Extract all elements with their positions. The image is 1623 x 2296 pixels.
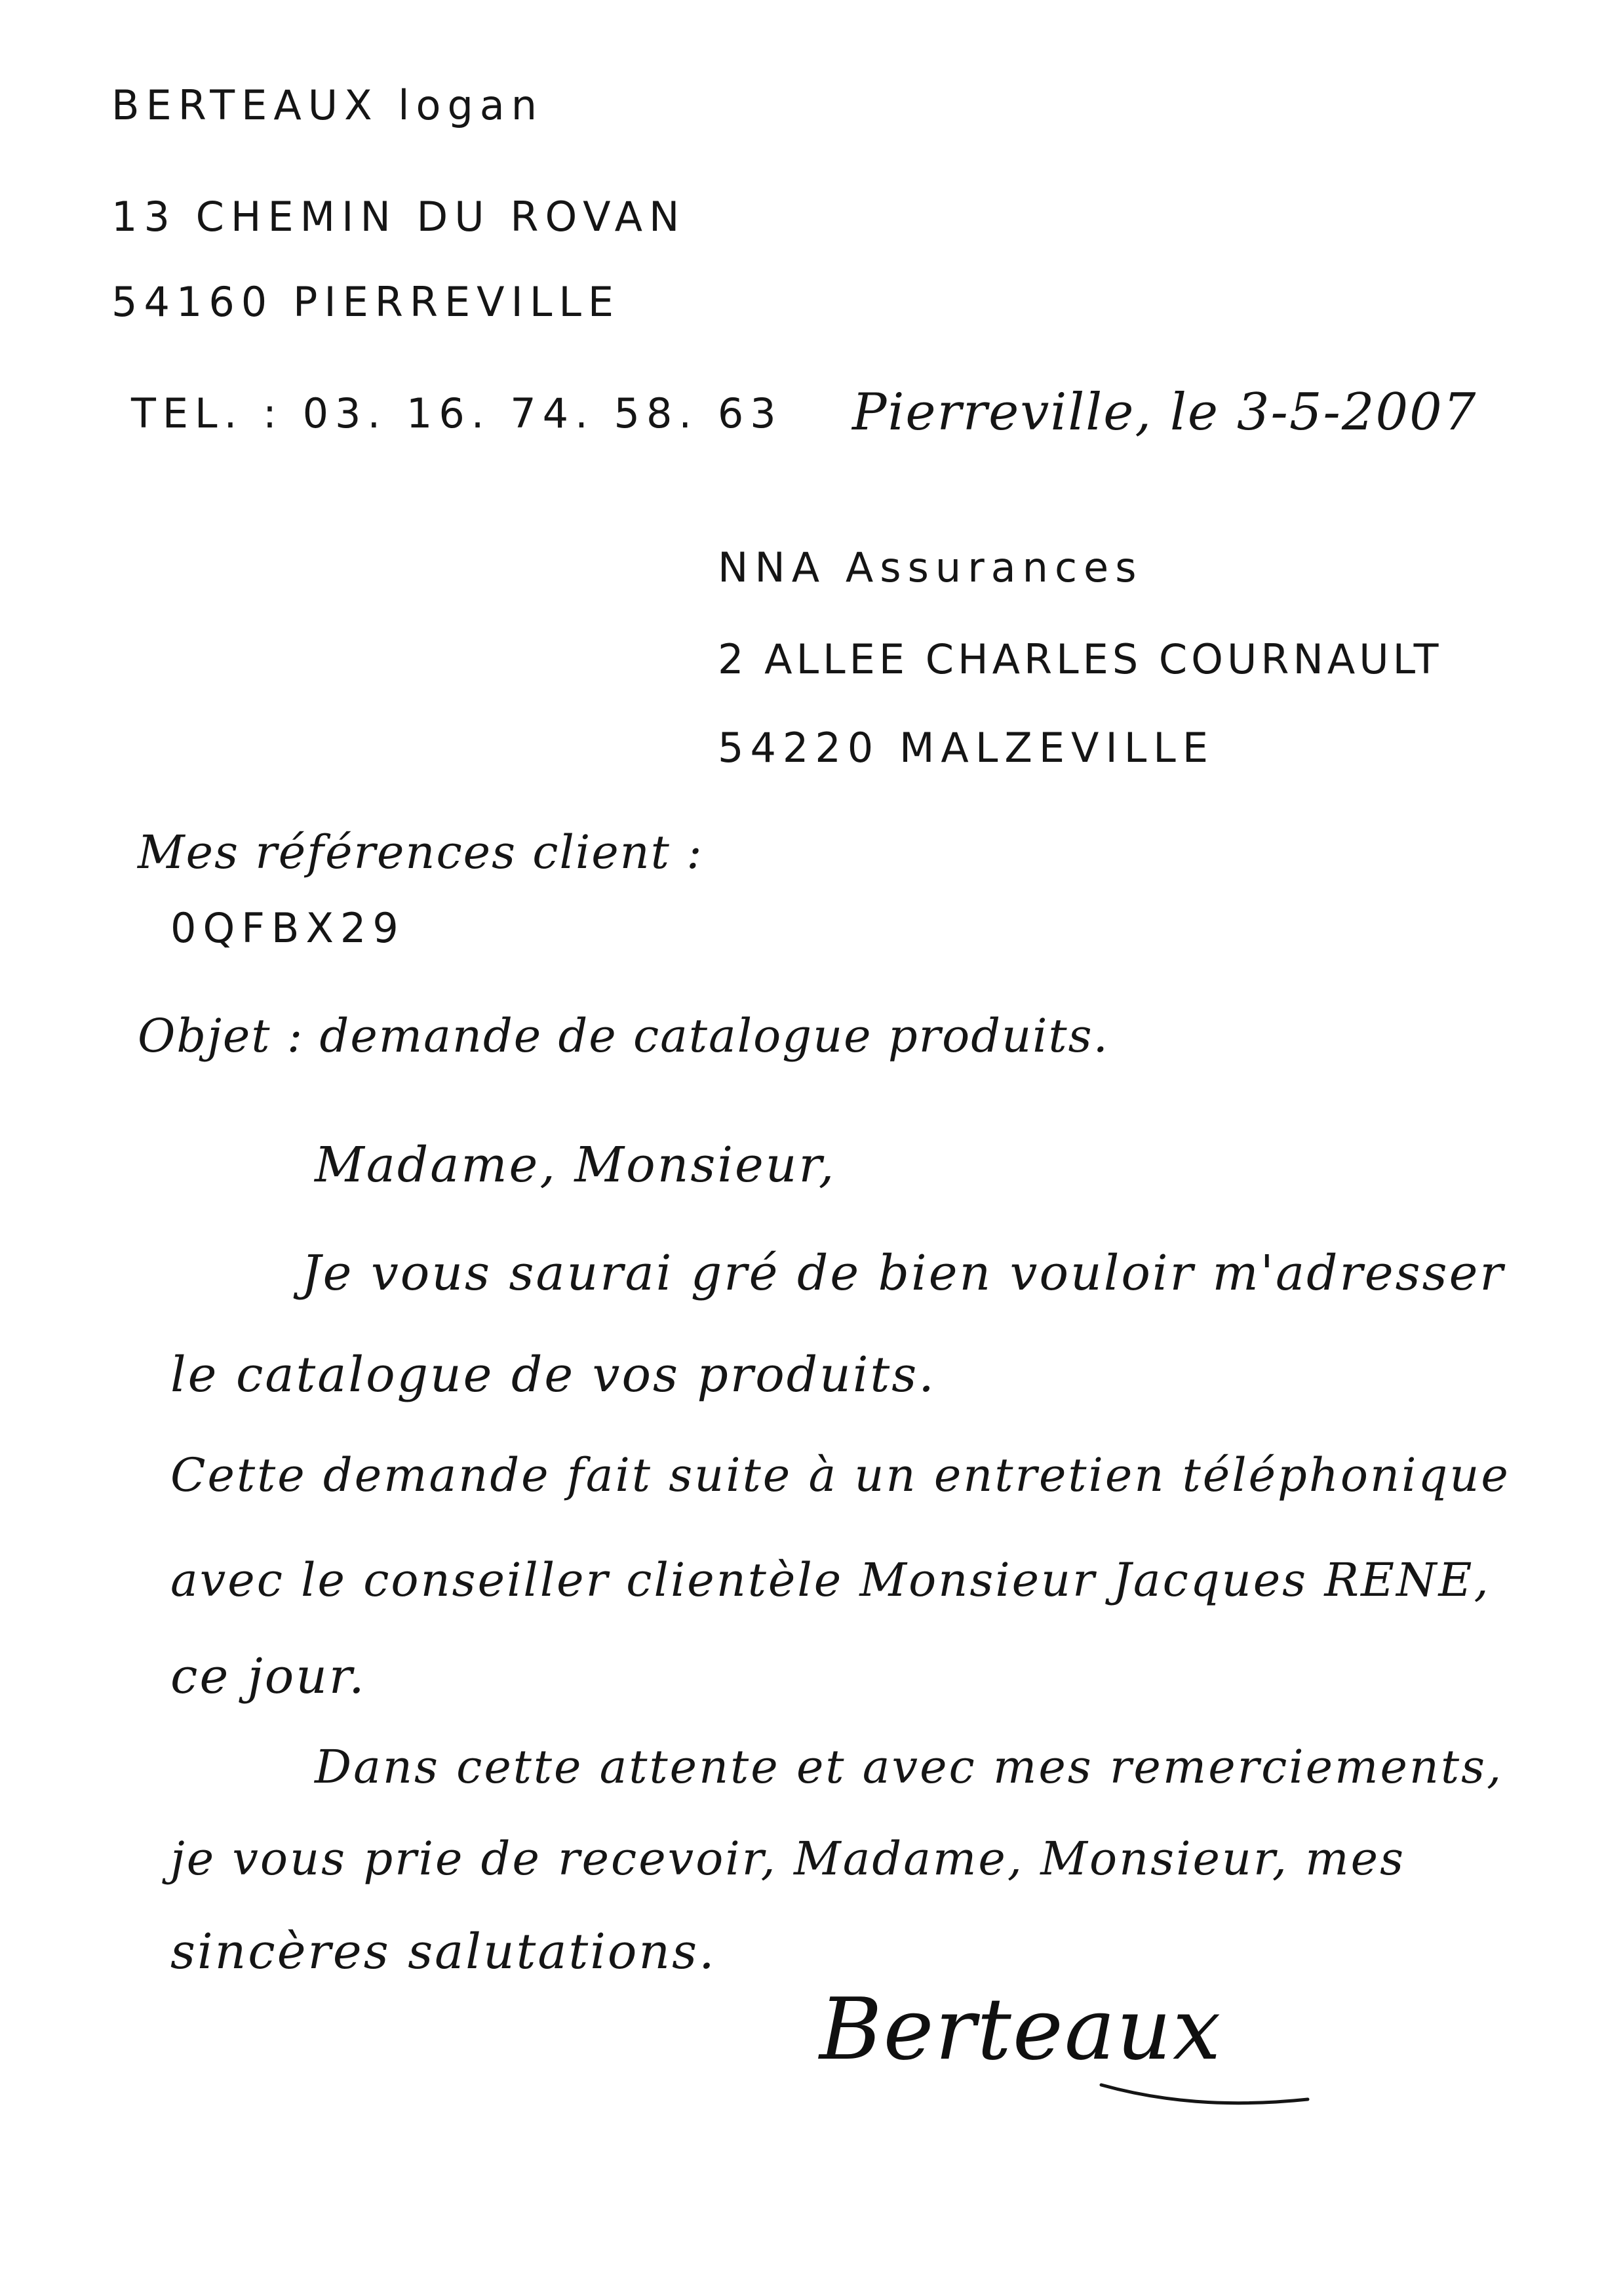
references-code: 0QFBX29 (170, 904, 405, 952)
body-line-5: ce jour. (170, 1648, 366, 1705)
body-line-8: sincères salutations. (170, 1924, 716, 1980)
place-date: Pierreville, le 3-5-2007 (852, 383, 1477, 442)
signature-text: Berteaux (819, 1979, 1222, 2079)
salutation: Madame, Monsieur, (315, 1137, 836, 1193)
body-line-4: avec le conseiller clientèle Monsieur Jacques RENE, (170, 1553, 1491, 1607)
references-label: Mes références client : (138, 825, 703, 879)
recipient-name: NNA Assurances (718, 544, 1143, 591)
signature-underline-stroke (819, 1979, 1318, 2118)
sender-city: 54160 PIERREVILLE (111, 278, 621, 326)
subject-line: Objet : demande de catalogue produits. (138, 1009, 1109, 1063)
sender-phone: TEL. : 03. 16. 74. 58. 63 (131, 389, 783, 437)
recipient-city: 54220 MALZEVILLE (718, 724, 1215, 772)
recipient-street: 2 ALLEE CHARLES COURNAULT (718, 635, 1443, 683)
body-line-2: le catalogue de vos produits. (170, 1347, 936, 1403)
body-line-6: Dans cette attente et avec mes remerciements, (315, 1740, 1504, 1794)
body-line-1: Je vous saurai gré de bien vouloir m'adresser (302, 1245, 1505, 1301)
sender-name: BERTEAUX logan (111, 81, 544, 129)
sender-street: 13 CHEMIN DU ROVAN (111, 193, 686, 241)
signature (819, 1979, 1318, 2118)
body-line-3: Cette demande fait suite à un entretien téléphonique (170, 1448, 1510, 1502)
body-line-7: je vous prie de recevoir, Madame, Monsieur, mes (170, 1832, 1405, 1886)
